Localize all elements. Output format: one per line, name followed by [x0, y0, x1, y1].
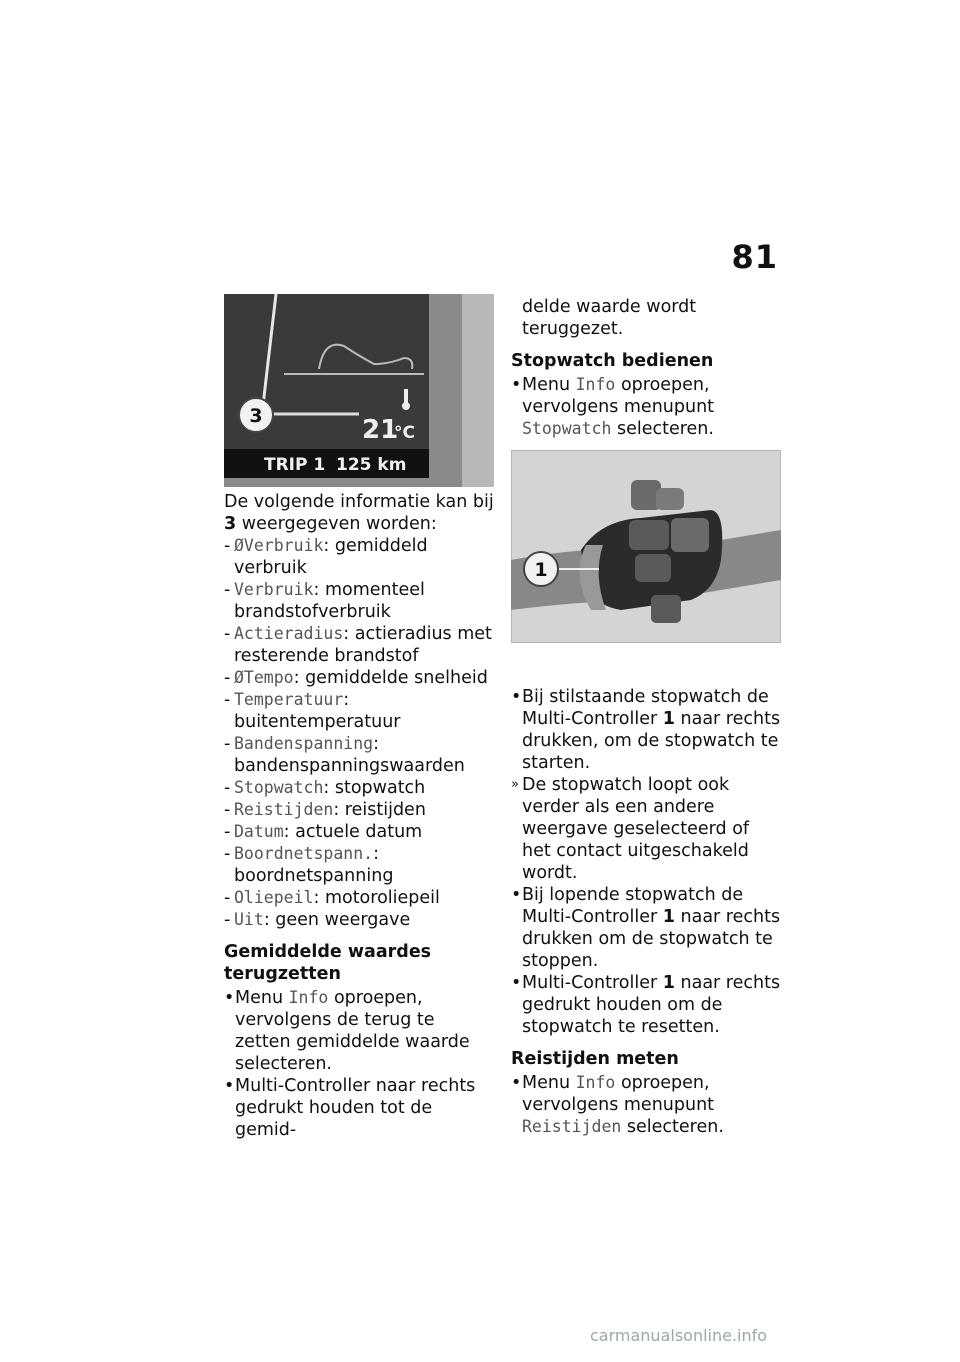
item-mono: Oliepeil: [234, 888, 314, 907]
trip-label: TRIP 1: [264, 455, 326, 475]
callout-3-label: 3: [249, 405, 263, 427]
info-item: [224, 733, 494, 777]
item-mono: Actieradius: [234, 624, 344, 643]
right-column: [511, 296, 783, 1138]
item-text: : buitentemperatuur: [234, 690, 401, 732]
info-item: [224, 689, 494, 733]
page-number: 81: [731, 238, 778, 276]
item-mono: Temperatuur: [234, 690, 344, 709]
dash-marker: -: [224, 844, 231, 864]
item-text: : stopwatch: [323, 778, 426, 798]
item-text: : geen weergave: [263, 910, 411, 930]
item-mono: Bandenspanning: [234, 734, 374, 753]
section-heading-stopwatch: Stopwatch bedienen: [511, 351, 714, 371]
left-column: [224, 491, 494, 1141]
bullet-menu-reistijden: • Menu Info oproepen, vervolgens menupunt Reistijden selecteren.: [511, 1073, 724, 1137]
item-text: : reistijden: [333, 800, 426, 820]
intro-text: De volgende informatie kan bij 3 weergegeven worden:: [224, 492, 494, 534]
footer-watermark: carmanualsonline.info: [590, 1326, 768, 1345]
section-heading-reset: Gemiddelde waardes terugzetten: [224, 942, 432, 984]
temperature-unit: °C: [394, 423, 415, 443]
callout-1-label: 1: [534, 559, 548, 581]
result-stopwatch-runs: » De stopwatch loopt ook verder als een andere weergave geselecteerd of het contact uitgeschakeld wordt.: [511, 775, 750, 883]
info-item: [224, 623, 494, 667]
item-text: : bandenspanningswaarden: [234, 734, 465, 776]
item-text: : actuele datum: [283, 822, 423, 842]
item-mono: Stopwatch: [234, 778, 324, 797]
continuation-text: delde waarde wordt teruggezet.: [522, 297, 697, 339]
item-text: : gemiddeld verbruik: [234, 536, 428, 578]
item-mono: ØTempo: [234, 668, 294, 687]
dash-marker: -: [224, 668, 231, 688]
item-mono: Reistijden: [234, 800, 334, 819]
trip-value: 125 km: [336, 455, 407, 475]
item-mono: Uit: [234, 910, 264, 929]
item-mono: Verbruik: [234, 580, 314, 599]
dash-marker: -: [224, 690, 231, 710]
item-text: : motoroliepeil: [313, 888, 440, 908]
info-item: [224, 667, 494, 689]
bullet-reset-stopwatch: • Multi-Controller 1 naar rechts gedrukt houden om de stopwatch te resetten.: [511, 973, 781, 1037]
info-item: [224, 909, 494, 931]
dash-marker: -: [224, 800, 231, 820]
info-item: [224, 535, 494, 579]
section-heading-travel-times: Reistijden meten: [511, 1049, 679, 1069]
info-item-list: [224, 535, 494, 931]
bullet-menu-stopwatch: • Menu Info oproepen, vervolgens menupunt Stopwatch selecteren.: [511, 375, 715, 439]
info-item: [224, 843, 494, 887]
bullet-stop-stopwatch: • Bij lopende stopwatch de Multi-Controller 1 naar rechts drukken om de stopwatch te stoppen.: [511, 885, 781, 971]
dash-marker: -: [224, 536, 231, 556]
dash-marker: -: [224, 580, 231, 600]
item-text: : actieradius met resterende brandstof: [234, 624, 492, 666]
item-mono: Datum: [234, 822, 284, 841]
item-mono: Boordnetspann.: [234, 844, 374, 863]
info-item: [224, 821, 494, 843]
dash-marker: -: [224, 888, 231, 908]
temperature-value: 21: [362, 415, 399, 445]
dash-marker: -: [224, 910, 231, 930]
bullet-menu-info: • Menu Info oproepen, vervolgens de terug te zetten gemiddelde waarde selecteren.: [224, 988, 470, 1074]
dash-marker: -: [224, 734, 231, 754]
info-item: [224, 799, 494, 821]
info-item: [224, 887, 494, 909]
item-mono: ØVerbruik: [234, 536, 324, 555]
info-item: [224, 579, 494, 623]
bullet-start-stopwatch: • Bij stilstaande stopwatch de Multi-Controller 1 naar rechts drukken, om de stopwatch te starten.: [511, 687, 781, 773]
dash-marker: -: [224, 778, 231, 798]
info-item: [224, 777, 494, 799]
item-text: : momenteel brandstofverbruik: [234, 580, 425, 622]
dash-marker: -: [224, 822, 231, 842]
item-text: : boordnetspanning: [234, 844, 394, 886]
dash-marker: -: [224, 624, 231, 644]
bullet-controller-hold: • Multi-Controller naar rechts gedrukt houden tot de gemid-: [224, 1076, 476, 1140]
item-text: : gemiddelde snelheid: [293, 668, 488, 688]
instrument-display-figure: [224, 294, 494, 487]
